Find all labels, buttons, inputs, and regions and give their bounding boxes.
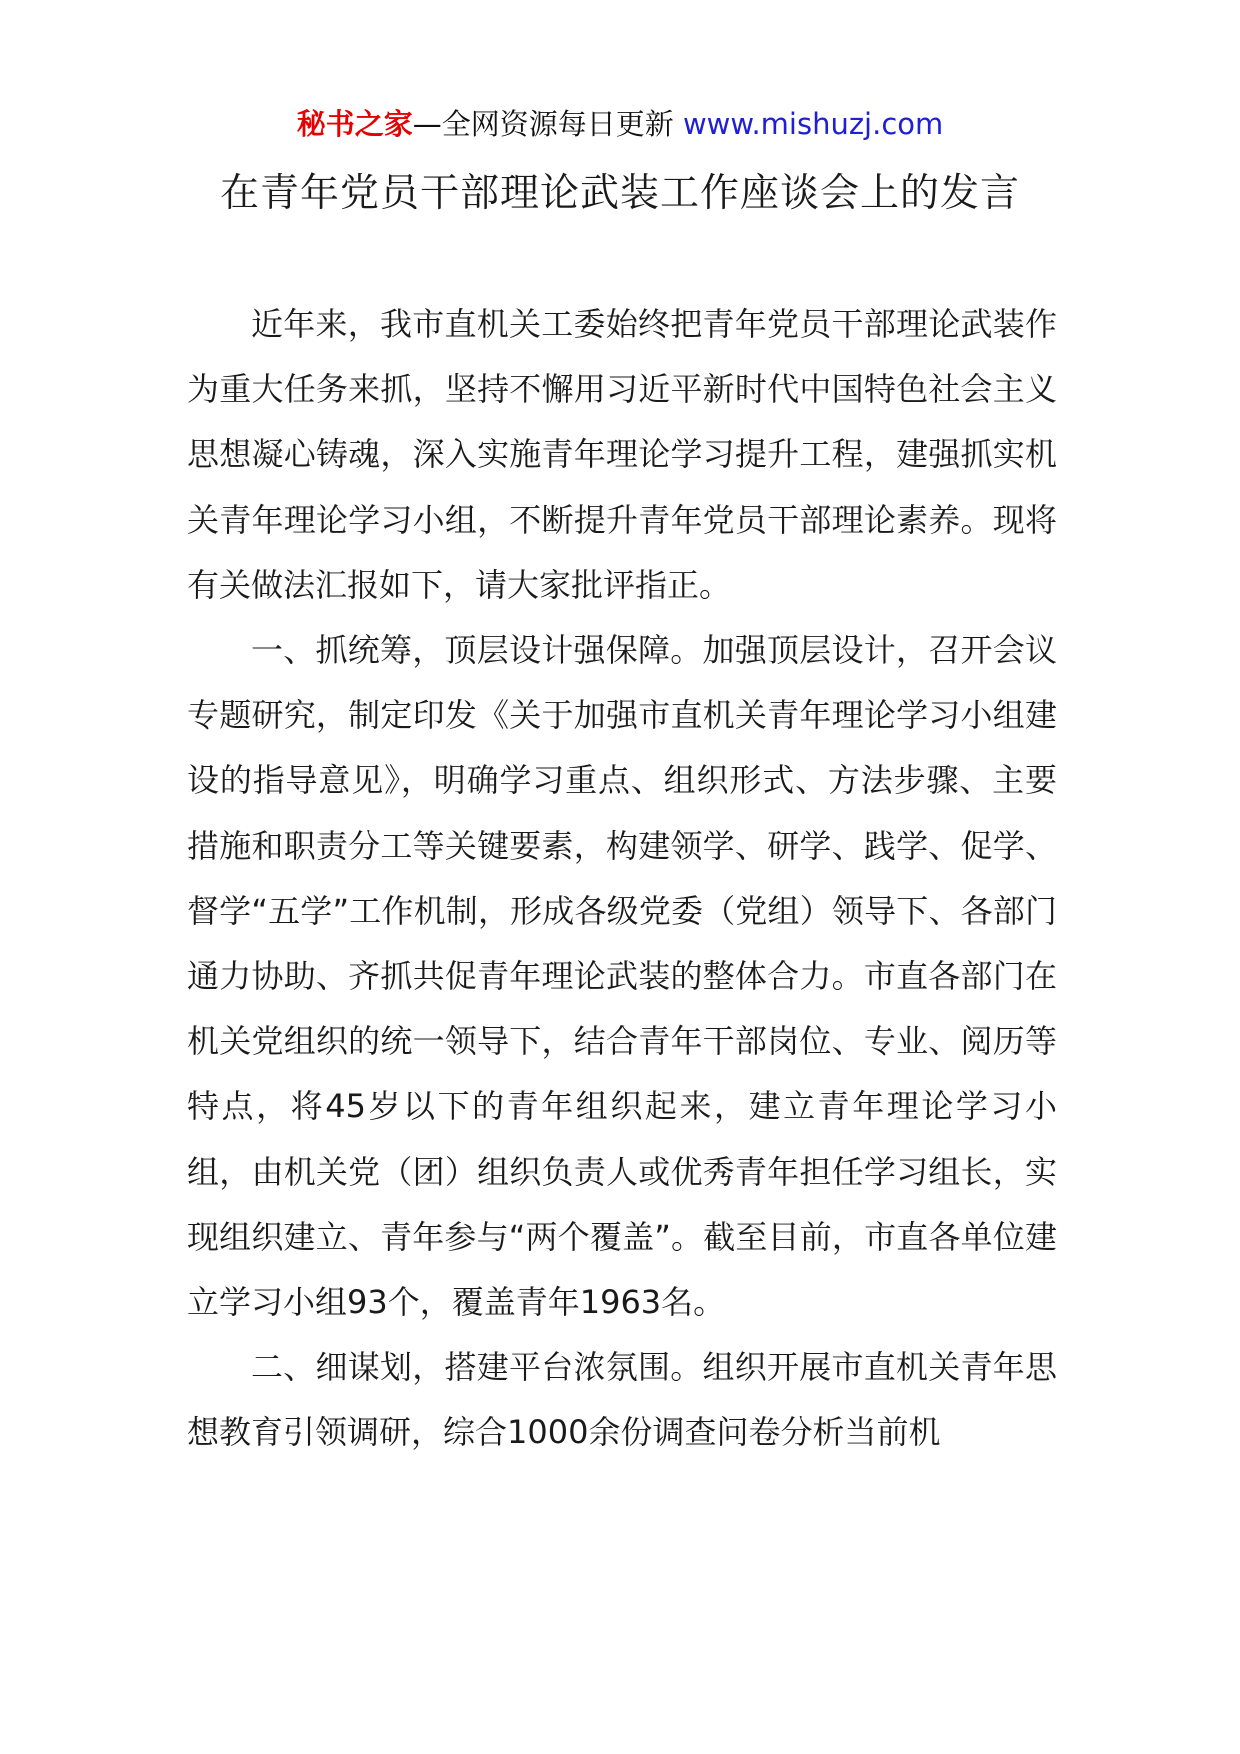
site-slogan: —全网资源每日更新: [412, 107, 674, 141]
paragraph-intro: 近年来，我市直机关工委始终把青年党员干部理论武装作为重大任务来抓，坚持不懈用习近平新时代中国特色社会主义思想凝心铸魂，深入实施青年理论学习提升工程，建强抓实机关青年理论学习小组，不断提升青年党员干部理论素养。现将有关做法汇报如下，请大家批评指正。: [187, 305, 1057, 604]
document-body: [187, 292, 1057, 1466]
paragraph-section-two: 二、细谋划，搭建平台浓氛围。组织开展市直机关青年思想教育引领调研，综合1000余份调查问卷分析当前机: [187, 1348, 1057, 1452]
document-title: 在青年党员干部理论武装工作座谈会上的发言: [219, 171, 1020, 216]
site-url-link[interactable]: www.mishuzj.com: [682, 107, 944, 141]
site-header: [0, 104, 1240, 144]
paragraph-section-one: 一、抓统筹，顶层设计强保障。加强顶层设计，召开会议专题研究，制定印发《关于加强市直机关青年理论学习小组建设的指导意见》，明确学习重点、组织形式、方法步骤、主要措施和职责分工等关键要素，构建领学、研学、践学、促学、督学“五学”工作机制，形成各级党委（党组）领导下、各部门通力协助、齐抓共促青年理论武装的整体合力。市直各部门在机关党组织的统一领导下，结合青年干部岗位、专业、阅历等特点，将45岁以下的青年组织起来，建立青年理论学习小组，由机关党（团）组织负责人或优秀青年担任学习组长，实现组织建立、青年参与“两个覆盖”。截至目前，市直各单位建立学习小组93个，覆盖青年1963名。: [187, 631, 1057, 1322]
brand-name: 秘书之家: [296, 107, 413, 141]
